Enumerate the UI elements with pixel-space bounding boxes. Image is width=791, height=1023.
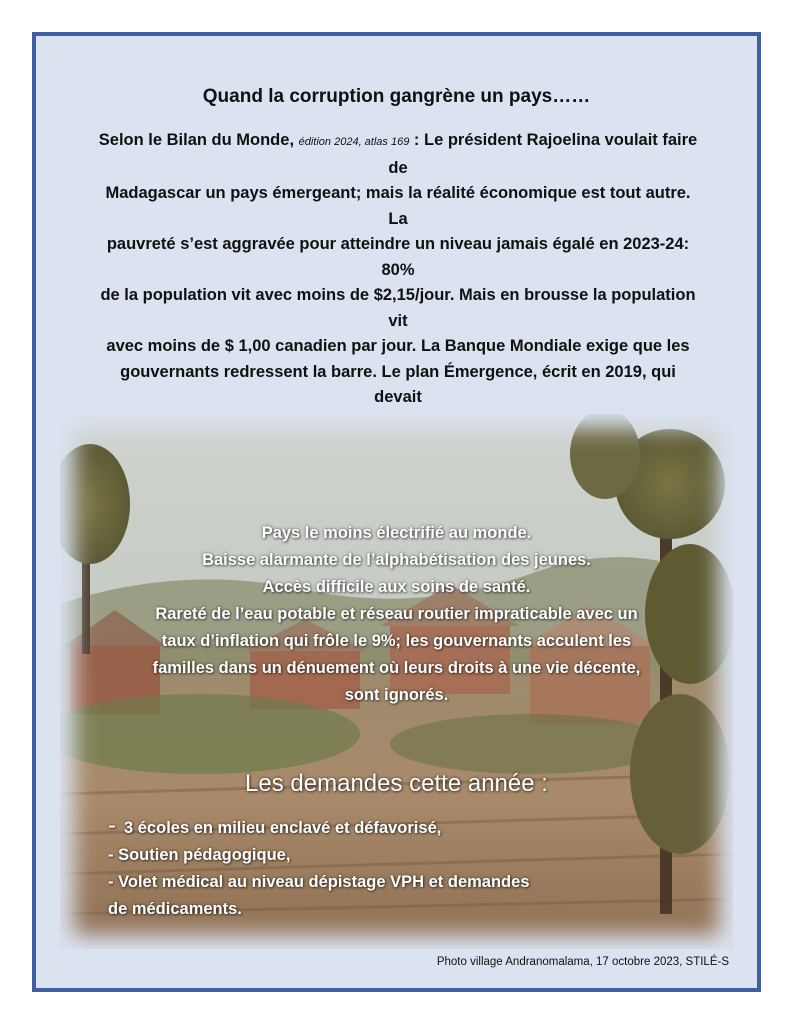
facts-block xyxy=(60,520,733,709)
fact-line: Pays le moins électrifié au monde. xyxy=(261,524,532,542)
intro-line-2: Madagascar un pays émergeant; mais la réalité économique est tout autre. La xyxy=(105,184,691,228)
content-frame xyxy=(32,32,761,992)
fact-line: Rareté de l’eau potable et réseau routier impraticable avec un xyxy=(155,605,638,623)
demand-item xyxy=(108,812,530,842)
demands-list xyxy=(108,812,530,923)
fact-line: taux d’inflation qui frôle le 9%; les gouvernants acculent les xyxy=(161,632,632,650)
intro-line-5: avec moins de $ 1,00 canadien par jour. La Banque Mondiale exige que les xyxy=(106,337,690,355)
fact-line: Accès difficile aux soins de santé. xyxy=(262,578,531,596)
village-photo xyxy=(60,414,733,949)
intro-source: édition 2024, atlas 169 xyxy=(298,136,410,148)
demand-item: - Volet médical au niveau dépistage VPH et demandes xyxy=(108,873,530,891)
fact-line: Baisse alarmante de l’alphabétisation des jeunes. xyxy=(202,551,591,569)
demand-text: 3 écoles en milieu enclavé et défavorisé, xyxy=(124,819,442,837)
demand-dash: - xyxy=(108,812,116,839)
intro-line-1-rest: : Le président Rajoelina voulait faire de xyxy=(388,131,698,177)
intro-line-4: de la population vit avec moins de $2,15/jour. Mais en brousse la population vit xyxy=(100,286,696,330)
photo-caption: Photo village Andranomalama, 17 octobre 2023, STILÉ-S xyxy=(436,956,729,968)
fact-line: sont ignorés. xyxy=(344,686,449,704)
demands-heading: Les demandes cette année : xyxy=(245,770,548,797)
fact-line: familles dans un dénuement où leurs droits à une vie décente, xyxy=(152,659,641,677)
intro-line-6: gouvernants redressent la barre. Le plan Émergence, écrit en 2019, qui devait xyxy=(120,362,676,406)
intro-line-3: pauvreté s’est aggravée pour atteindre un niveau jamais égalé en 2023-24: 80% xyxy=(106,235,690,279)
intro-line-1 xyxy=(98,128,698,181)
demand-item: - Soutien pédagogique, xyxy=(108,846,291,864)
intro-lead: Selon le Bilan du Monde, xyxy=(98,131,299,149)
demand-item-continuation: de médicaments. xyxy=(108,900,242,918)
photo-text-overlay xyxy=(60,414,733,949)
page-title: Quand la corruption gangrène un pays…… xyxy=(202,86,591,107)
